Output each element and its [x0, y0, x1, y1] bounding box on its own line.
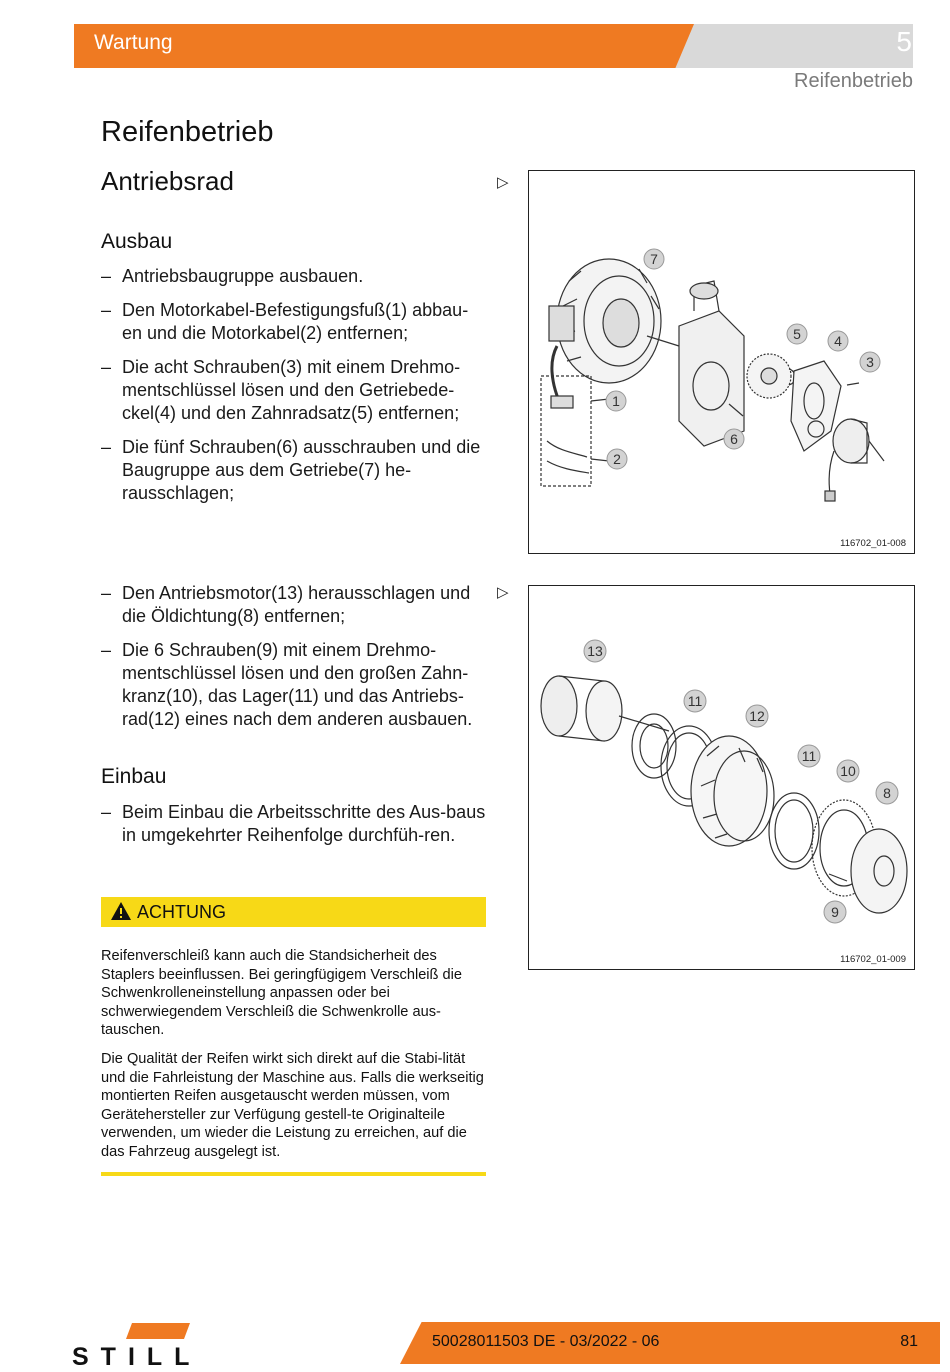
figure-drive-wheel	[528, 585, 915, 970]
callout-label: 8	[883, 785, 891, 801]
section-title: Antriebsrad	[101, 166, 234, 196]
list-item: – Die acht Schrauben(3) mit einem Drehmo-mentschlüssel lösen und den Getriebede-ckel(4) und den Zahnradsatz(5) entfernen;	[101, 356, 486, 425]
warning-paragraph: Reifenverschleiß kann auch die Standsicherheit des Staplers beeinflussen. Bei geringfügigem Verschleiß die Schwenkrolleneinstellung anpassen oder bei schwerwiegendem Verschleiß die Schwenkrolle aus-tauschen.	[101, 948, 462, 1038]
warning-banner	[101, 897, 486, 927]
figure-id: 116702_01-009	[840, 954, 906, 965]
document-number: 50028011503 DE - 03/2022 - 06	[432, 1333, 660, 1350]
callout-label: 11	[801, 748, 817, 764]
chapter-label: Wartung	[94, 31, 173, 54]
callout-label: 13	[587, 643, 603, 659]
header-band-right	[668, 24, 913, 68]
figure-pointer-icon: ▷	[497, 174, 509, 191]
list-item: – Antriebsbaugruppe ausbauen.	[101, 265, 486, 288]
exploded-view-drawing	[529, 171, 914, 553]
warning-paragraph: Die Qualität der Reifen wirkt sich direkt auf die Stabi-lität und die Fahrleistung der Maschine aus. Falls die werkseitig montierten Reifen ausgetauscht werden müssen, vom Gerätehersteller zur Verfügung gestell-te Originalteile verwenden, um wieder die Leistung zu erreichen, auf die das Fahrzeug ausgelegt ist.	[101, 1051, 484, 1160]
callout-label: 2	[613, 451, 621, 467]
logo-stripe-icon	[72, 1321, 232, 1343]
list-item: – Beim Einbau die Arbeitsschritte des Aus-baus in umgekehrter Reihenfolge durchfüh-ren.	[101, 801, 486, 847]
callout-label: 4	[834, 333, 842, 349]
brand-logo	[72, 1321, 232, 1371]
list-item: – Den Antriebsmotor(13) herausschlagen und die Öldichtung(8) entfernen;	[101, 582, 491, 628]
figure-drive-assembly	[528, 170, 915, 554]
removal-heading: Ausbau	[101, 230, 173, 253]
warning-triangle-icon	[110, 901, 132, 921]
installation-steps	[101, 801, 486, 858]
warning-label: ACHTUNG	[137, 902, 226, 922]
page-number: 81	[900, 1333, 918, 1350]
running-section-title: Reifenbetrieb	[794, 70, 913, 92]
chapter-number: 5	[896, 26, 912, 57]
removal-steps-continued	[101, 582, 491, 742]
callout-label: 5	[793, 326, 801, 342]
warning-end-rule	[101, 1172, 486, 1176]
callout-label: 12	[749, 708, 765, 724]
list-item: – Die 6 Schrauben(9) mit einem Drehmo-mentschlüssel lösen und den großen Zahn-kranz(10), das Lager(11) und das Antriebs-rad(12) eines nach dem anderen ausbauen.	[101, 639, 491, 731]
callout-label: 7	[650, 251, 658, 267]
figure-pointer-icon: ▷	[497, 584, 509, 601]
callout-label: 3	[866, 354, 874, 370]
logo-wordmark: STILL	[72, 1343, 202, 1371]
callout-label: 9	[831, 904, 839, 920]
exploded-view-drawing	[529, 586, 914, 969]
list-item: – Die fünf Schrauben(6) ausschrauben und die Baugruppe aus dem Getriebe(7) he-rausschlagen;	[101, 436, 486, 505]
callout-label: 1	[612, 393, 620, 409]
figure-id: 116702_01-008	[840, 538, 906, 549]
installation-heading: Einbau	[101, 765, 167, 788]
callout-label: 11	[687, 693, 703, 709]
page-title: Reifenbetrieb	[101, 116, 274, 148]
callout-label: 10	[840, 763, 856, 779]
list-item: – Den Motorkabel-Befestigungsfuß(1) abbau-en und die Motorkabel(2) entfernen;	[101, 299, 486, 345]
callout-label: 6	[730, 431, 738, 447]
removal-steps	[101, 265, 486, 516]
